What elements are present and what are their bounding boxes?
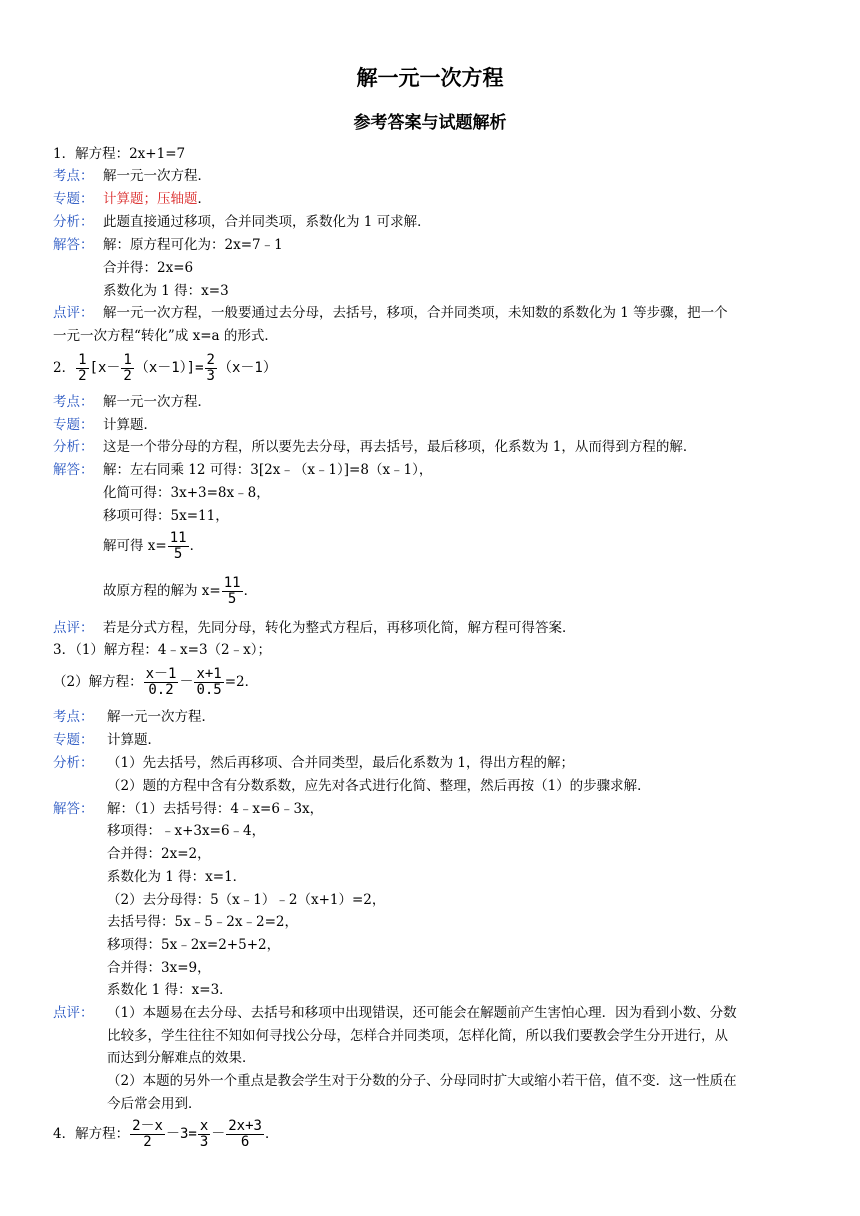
q2-solution-2-den: 5 [227,591,237,607]
q2-solution-1-den: 5 [173,546,183,562]
q1-dianping-label: 点评： [53,305,94,321]
q2-dianping-label: 点评： [53,620,94,636]
q3-stem-2-end: =2． [224,674,259,690]
q2-solution-1-prefix: 解可得 x= [103,538,167,554]
q3-frac-1-den: 0.2 [148,682,174,698]
q2-solution-2-frac [222,576,243,607]
q4-frac-2-num: x [199,1118,209,1134]
q2-zhuanti: 计算题． [103,417,157,433]
q3-jieda-line-8: 合并得：3x=9， [107,960,211,976]
q2-frac-2 [121,353,133,384]
q2-eq-part-1: [x－ [89,360,121,376]
q1-jieda-line-3: 系数化为 1 得：x=3 [103,283,229,299]
q3-jieda-label: 解答： [53,801,94,817]
q1-fenxi: 此题直接通过移项，合并同类项，系数化为 1 可求解． [103,214,431,230]
q1-kaodian-label: 考点： [53,168,94,184]
q2-stem [53,352,277,384]
q1-jieda-line-1: 解：原方程可化为：2x=7﹣1 [103,237,283,253]
q2-solution-1-num: 11 [169,530,187,546]
q1-zhuanti [103,190,211,208]
q3-dianping-line-5: 今后常会用到． [107,1096,202,1112]
q2-kaodian: 解一元一次方程． [103,394,211,410]
q2-solution-2-num: 11 [223,575,241,591]
q2-solution-1-frac [168,531,189,562]
q2-eq-part-3: （x－1） [217,360,277,376]
q3-stem-2 [53,665,258,699]
q1-fenxi-label: 分析： [53,214,94,230]
q1-kaodian: 解一元一次方程． [103,168,211,184]
q3-kaodian: 解一元一次方程． [107,709,215,725]
q1-zhuanti-a: 计算题 [103,191,144,207]
q2-frac-2-den: 2 [123,368,132,384]
q2-solution-2-end: ． [243,583,258,599]
q3-jieda-line-2: 移项得：﹣x+3x=6﹣4， [107,823,266,839]
q2-solution-1-end: ． [189,538,204,554]
q3-jieda-line-4: 系数化为 1 得：x=1． [107,869,247,885]
q1-zhuanti-end: ． [197,191,211,207]
q2-frac-1-num: 1 [78,352,87,368]
q1-dianping-line-1: 解一元一次方程，一般要通过去分母，去括号，移项，合并同类项，未知数的系数化为 1 等步骤，把一个 [103,305,728,321]
q2-jieda-line-1: 解：左右同乘 12 可得：3[2x﹣（x﹣1）]=8（x﹣1）， [103,462,433,478]
q1-zhuanti-label: 专题： [53,191,94,207]
q1-dianping-line-2: 一元一次方程“转化”成 x=a 的形式． [53,328,278,344]
q3-zhuanti: 计算题． [107,732,161,748]
q1-jieda-label: 解答： [53,237,94,253]
q2-num: 2． [53,360,76,376]
q1-jieda-line-2: 合并得：2x=6 [103,260,194,276]
q3-jieda-line-5: （2）去分母得：5（x﹣1）﹣2（x+1）=2， [107,892,386,908]
q2-frac-2-num: 1 [123,352,132,368]
q3-jieda-line-3: 合并得：2x=2， [107,846,211,862]
q3-dianping-line-4: （2）本题的另外一个重点是教会学生对于分数的分子、分母同时扩大或缩小若干倍，值不变．这一性质在 [107,1073,737,1089]
q3-zhuanti-label: 专题： [53,732,94,748]
q2-fenxi-label: 分析： [53,439,94,455]
q1-zhuanti-b: 压轴题 [157,191,198,207]
q3-dianping-line-1: （1）本题易在去分母、去括号和移项中出现错误，还可能会在解题前产生害怕心理．因为看到小数、分数 [107,1005,737,1021]
q2-frac-3 [205,353,217,384]
q4-frac-3-num: 2x+3 [228,1118,262,1134]
q4-frac-3-den: 6 [240,1134,250,1150]
q2-frac-3-den: 3 [206,368,215,384]
q3-jieda-line-9: 系数化 1 得：x=3． [107,982,233,998]
q2-dianping: 若是分式方程，先同分母，转化为整式方程后，再移项化简，解方程可得答案． [103,620,576,636]
q4-frac-1 [130,1119,165,1150]
q3-stem-2-prefix: （2）解方程： [53,674,143,690]
q2-frac-1-den: 2 [78,368,87,384]
q3-fenxi-line-1: （1）先去括号，然后再移项、合并同类型，最后化系数为 1，得出方程的解； [107,755,574,771]
q3-dianping-line-3: 而达到分解难点的效果． [107,1050,256,1066]
page-subtitle: 参考答案与试题解析 [353,113,507,133]
q4-frac-3 [226,1119,264,1150]
q3-fenxi-line-2: （2）题的方程中含有分数系数，应先对各式进行化简、整理，然后再按（1）的步骤求解． [107,778,651,794]
q1-zhuanti-sep: ； [143,191,157,207]
q3-kaodian-label: 考点： [53,709,94,725]
q1-stem: 1．解方程：2x+1=7 [53,146,186,162]
q3-jieda-line-1: 解：（1）去括号得：4﹣x=6﹣3x， [107,801,324,817]
q4-prefix: 4．解方程： [53,1126,130,1142]
q2-frac-1 [76,353,88,384]
q2-jieda-line-2: 化简可得：3x+3=8x﹣8， [103,485,270,501]
q2-fenxi: 这是一个带分母的方程，所以要先去分母，再去括号，最后移项，化系数为 1，从而得到方程的解． [103,439,697,455]
q2-kaodian-label: 考点： [53,394,94,410]
q2-jieda-line-3: 移项可得：5x=11， [103,508,229,524]
q2-zhuanti-label: 专题： [53,417,94,433]
q4-frac-2-den: 3 [199,1134,209,1150]
q3-dianping-label: 点评： [53,1005,94,1021]
q3-dianping-line-2: 比较多，学生往往不知如何寻找公分母，怎样合并同类项，怎样化简，所以我们要教会学生分开进行，从 [107,1028,728,1044]
q4-frac-1-num: 2－x [132,1118,163,1134]
q2-jieda-label: 解答： [53,462,94,478]
q3-frac-1 [144,667,179,698]
q3-fenxi-label: 分析： [53,755,94,771]
q3-frac-2 [194,667,223,698]
q3-frac-2-num: x+1 [196,666,222,682]
q4-stem [53,1117,278,1151]
q3-frac-2-den: 0.5 [196,682,222,698]
q3-frac-1-num: x－1 [145,666,177,682]
q3-jieda-line-6: 去括号得：5x﹣5﹣2x﹣2=2， [107,914,298,930]
q4-frac-1-den: 2 [143,1134,152,1150]
q2-frac-3-num: 2 [206,352,215,368]
q3-jieda-line-7: 移项得：5x﹣2x=2+5+2， [107,937,281,953]
q4-mid: －3= [165,1126,197,1142]
q3-minus: － [179,674,194,690]
q4-frac-2 [198,1119,210,1150]
q2-solution-1 [103,530,203,562]
q3-stem-1: 3．（1）解方程：4﹣x=3（2﹣x）； [53,642,271,658]
q2-eq-part-2: （x－1）]= [134,360,204,376]
q2-solution-2-prefix: 故原方程的解为 x= [103,583,221,599]
page-title: 解一元一次方程 [356,66,504,90]
q2-solution-2 [103,575,257,607]
q4-minus: － [211,1126,226,1142]
q4-end: ． [264,1126,279,1142]
